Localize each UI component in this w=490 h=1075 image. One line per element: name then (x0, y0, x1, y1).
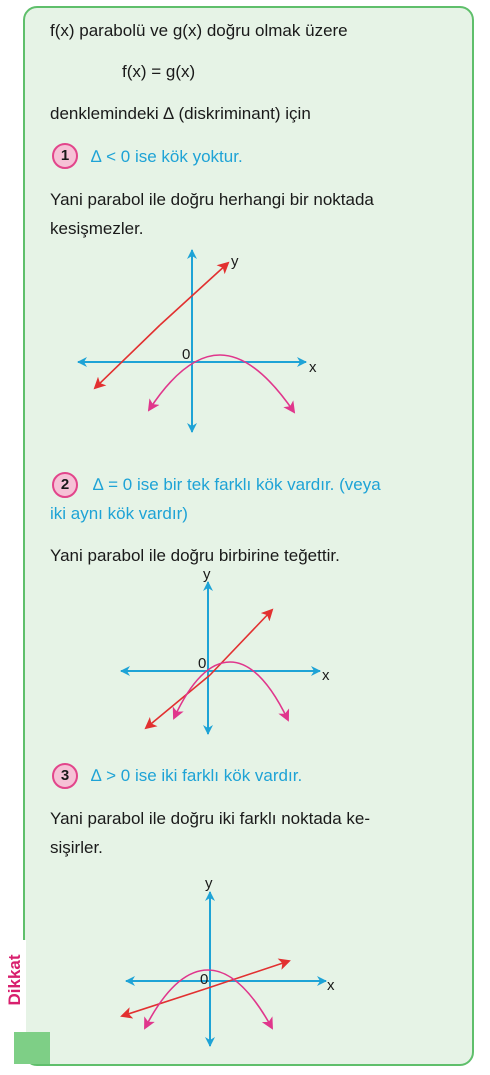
parabola-f (149, 355, 220, 410)
intro-text: f(x) parabolü ve g(x) doğru olmak üzere (50, 21, 348, 40)
line-g (160, 263, 228, 325)
origin-label: 0 (182, 346, 191, 363)
x-label: x (327, 977, 335, 994)
line-g (205, 961, 289, 989)
case-2-badge: 2 (52, 472, 78, 498)
case-1-badge: 1 (52, 143, 78, 169)
line-g (95, 325, 160, 388)
case-3-condition: ∆ > 0 ise iki farklı kök vardır. (91, 766, 303, 785)
origin-label: 0 (200, 971, 209, 988)
case-1-desc: Yani parabol ile doğru herhangi bir noktada (50, 190, 374, 209)
case-2-condition: ∆ = 0 ise bir tek farklı kök vardır. (veya (93, 475, 381, 494)
case-3-desc: Yani parabol ile doğru iki farklı noktada ke- (50, 809, 371, 828)
x-label: x (309, 359, 317, 376)
graph-2 (121, 566, 330, 734)
side-tab-marker (14, 1032, 50, 1064)
intro-text-2: denklemindeki ∆ (diskriminant) için (50, 104, 311, 123)
case-3-badge: 3 (52, 763, 78, 789)
y-label: y (231, 253, 239, 270)
case-1-desc-2: kesişmezler. (50, 219, 144, 238)
line-g (146, 675, 210, 728)
case-3-desc-2: sişirler. (50, 838, 103, 857)
y-label: y (203, 566, 211, 583)
graph-1 (78, 250, 317, 432)
parabola-f (220, 355, 294, 412)
x-label: x (322, 667, 330, 684)
graph-3 (122, 875, 335, 1046)
side-tab-label: Dikkat (5, 954, 24, 1006)
case-2-desc: Yani parabol ile doğru birbirine teğettir. (50, 546, 340, 565)
side-tab (4, 940, 26, 1040)
case-1-condition: ∆ < 0 ise kök yoktur. (91, 147, 243, 166)
case-2-condition-2: iki aynı kök vardır) (50, 504, 188, 523)
parabola-f (208, 970, 272, 1028)
line-g (122, 989, 205, 1016)
equation: f(x) = g(x) (122, 62, 196, 81)
line-g (210, 610, 272, 675)
origin-label: 0 (198, 655, 207, 672)
y-label: y (205, 875, 213, 892)
